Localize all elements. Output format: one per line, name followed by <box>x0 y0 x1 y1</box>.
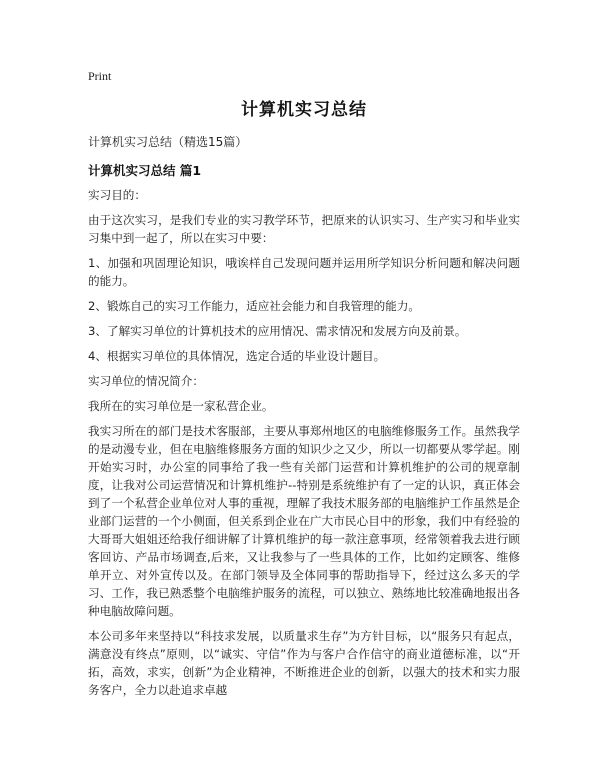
paragraph-goal-3: 3、了解实习单位的计算机技术的应用情况、需求情况和发展方向及前景。 <box>88 324 467 338</box>
paragraph-company-type: 我所在的实习单位是一家私营企业。 <box>88 399 274 413</box>
print-link[interactable]: Print <box>88 69 112 83</box>
paragraph-department: 我实习所在的部门是技术客服部，主要从事郑州地区的电脑维修服务工作。虽然我学的是动漫专业，但在电脑维修服务方面的知识少之又少，所以一切都要从零学起。刚开始实习时，办公室的同事给了我一些有关部门运营和计算机维护的公司的规章制度，让我对公司运营情况和计算机维护--特别是系统维护有了一定的认识，真正体会到了一个私营企业单位对人事的重视，理解了我技术服务部的电脑维护工作虽然是企业部门运营的一个小侧面，但关系到企业在广大市民心目中的形象，我们中有经验的大哥哥大姐姐还给我仔细讲解了计算机维护的每一款注意事项，经常领着我去进行顾客回访、产品市场调查,后来，又让我参与了一些具体的工作，比如约定顾客、维修单开立、对外宣传以及。在部门领导及全体同事的帮助指导下，经过这么多天的学习、工作，我已熟悉整个电脑维护服务的流程，可以独立、熟练地比较准确地报出各种电脑故障问题。 <box>88 424 520 618</box>
document-subtitle: 计算机实习总结（精选15篇） <box>88 135 248 149</box>
paragraph-company-policy: 本公司多年来坚持以“科技求发展，以质量求生存”为方针目标，以“服务只有起点，满意没有终点”原则，以“诚实、守信”作为与客户合作信守的商业道德标准，以“开拓，高效，求实，创新”为企业精神，不断推进企业的创新，以强大的技术和实力服务客户，全力以赴追求卓越 <box>88 629 520 697</box>
paragraph-purpose-label: 实习目的： <box>88 188 146 202</box>
section-heading: 计算机实习总结 篇1 <box>88 163 202 178</box>
paragraph-goal-2: 2、锻炼自己的实习工作能力，适应社会能力和自我管理的能力。 <box>88 299 421 313</box>
document-body <box>88 186 520 706</box>
paragraph-goal-1: 1、加强和巩固理论知识，哦诶样自己发现问题并运用所学知识分析问题和解决问题的能力。 <box>88 256 520 288</box>
paragraph-company-label: 实习单位的情况简介： <box>88 374 204 388</box>
paragraph-goal-4: 4、根据实习单位的具体情况，选定合适的毕业设计题目。 <box>88 349 386 363</box>
paragraph-intro: 由于这次实习，是我们专业的实习教学环节，把原来的认识实习、生产实习和毕业实习集中到一起了，所以在实习中要： <box>88 213 520 245</box>
document-title: 计算机实习总结 <box>241 100 367 120</box>
